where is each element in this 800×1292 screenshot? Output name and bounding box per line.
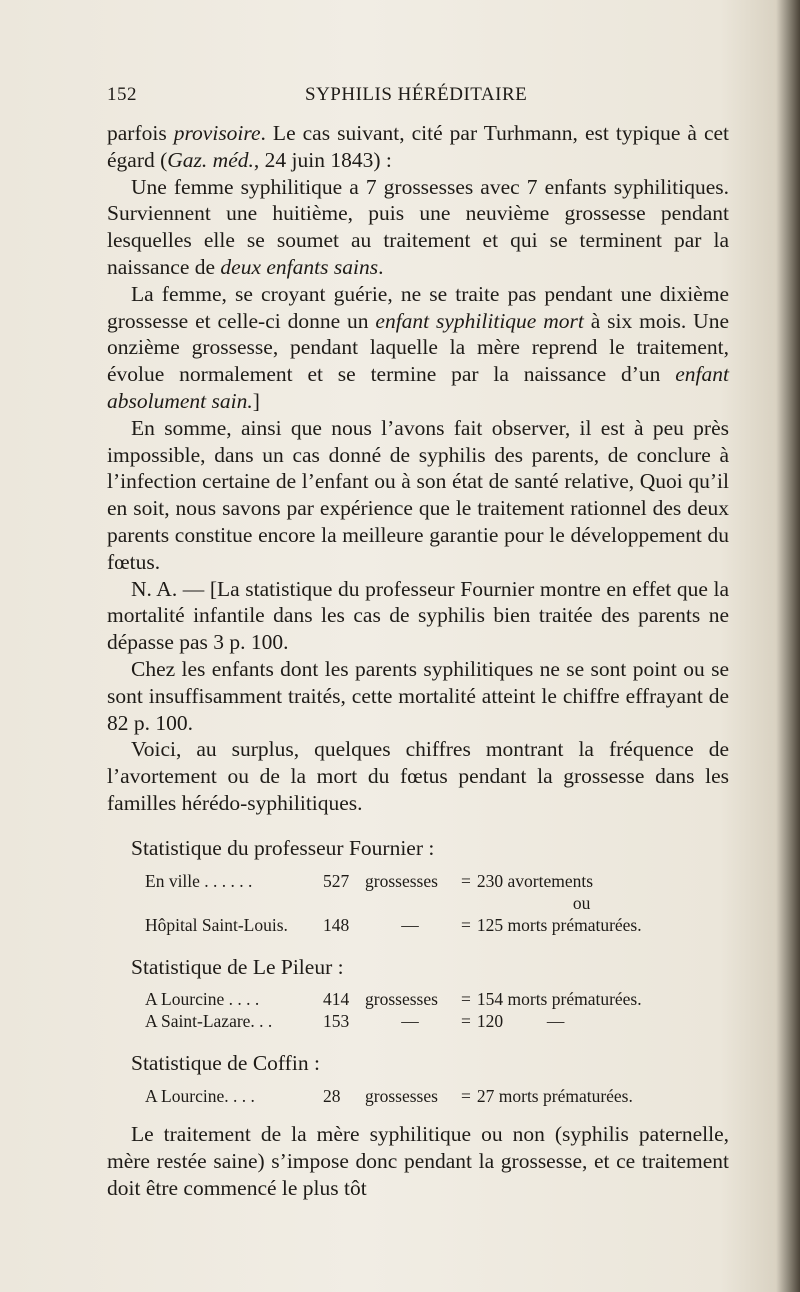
paragraph: N. A. — [La statistique du professeur Fournier montre en effet que la mortalité infantile dans les cas de syphilis bien traitée des parents ne dépasse pas 3 p. 100.	[107, 576, 729, 655]
paragraph: Une femme syphilitique a 7 grossesses avec 7 enfants syphilitiques. Surviennent une huitième, puis une neuvième grossesse pendant lesquelles elle se soumet au traitement et qui se terminent par la naissance de deux enfants sains.	[107, 174, 729, 279]
table-row: A Lourcine. . . . 28 grossesses = 27 morts prématurées.	[145, 1086, 633, 1107]
running-title: SYPHILIS HÉRÉDITAIRE	[305, 84, 528, 105]
pileur-stat-title: Statistique de Le Pileur :	[131, 954, 344, 979]
paragraph: Chez les enfants dont les parents syphilitiques ne se sont point ou se sont insuffisamment traités, cette mortalité atteint le chiffre effrayant de 82 p. 100.	[107, 656, 729, 735]
paragraph: En somme, ainsi que nous l’avons fait observer, il est à peu près impossible, dans un cas donné de syphilis des parents, de conclure à l’infection certaine de l’enfant ou à son état de santé relative, Quoi qu’il en soit, nous savons par expérience que le traitement rationnel des deux parents constitue encore la meilleure garantie pour le développement du fœtus.	[107, 415, 729, 574]
table-row: A Saint-Lazare. . . 153 — = 120 —	[145, 1011, 565, 1032]
fournier-stat-table	[145, 870, 648, 936]
fournier-stat-title: Statistique du professeur Fournier :	[131, 835, 435, 860]
page-body	[107, 120, 729, 1202]
table-row: En ville . . . . . . 527 grossesses = 230 avortements	[145, 870, 594, 891]
table-row: Hôpital Saint-Louis. 148 — = 125 morts prématurées.	[145, 914, 642, 935]
table-row: A Lourcine . . . . 414 grossesses = 154 morts prématurées.	[145, 989, 642, 1010]
coffin-stat-table	[145, 1085, 639, 1107]
running-header	[107, 84, 747, 112]
page-number: 152	[107, 84, 137, 105]
paragraph: Voici, au surplus, quelques chiffres montrant la fréquence de l’avortement ou de la mort du fœtus pendant la grossesse dans les familles hérédo-syphilitiques.	[107, 737, 729, 815]
paragraph: parfois provisoire. Le cas suivant, cité par Turhmann, est typique à cet égard (Gaz. méd., 24 juin 1843) :	[107, 121, 730, 172]
table-row: ou	[572, 892, 591, 913]
paragraph: La femme, se croyant guérie, ne se traite pas pendant une dixième grossesse et celle-ci donne un enfant syphilitique mort à six mois. Une onzième grossesse, pendant laquelle la mère reprend le traitement, évolue normalement et se termine par la naissance d’un enfant absolument sain.]	[107, 281, 729, 413]
coffin-stat-title: Statistique de Coffin :	[131, 1051, 320, 1076]
pileur-stat-table	[145, 988, 648, 1032]
paragraph: Le traitement de la mère syphilitique ou non (syphilis paternelle, mère restée saine) s’impose donc pendant la grossesse, et ce traitement doit être commencé le plus tôt	[107, 1122, 729, 1200]
